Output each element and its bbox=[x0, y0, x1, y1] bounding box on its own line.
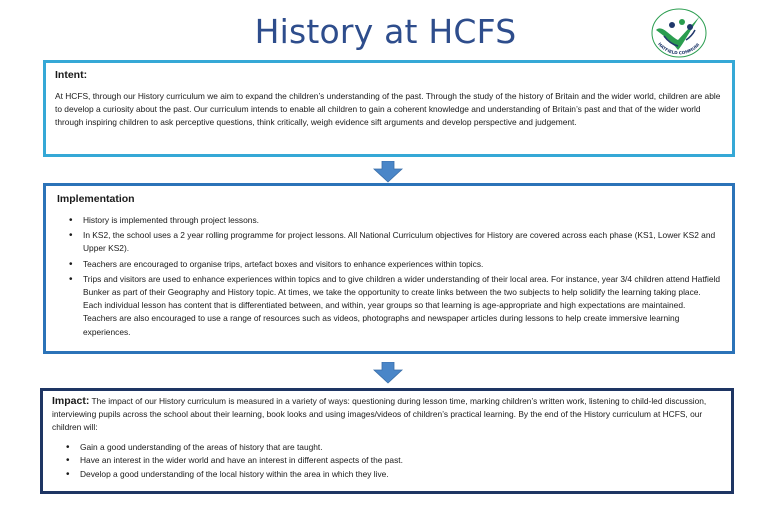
impact-section bbox=[40, 388, 734, 494]
impact-intro bbox=[52, 395, 722, 435]
list-item: • Have an interest in the wider world and have an interest in different aspects of the past. bbox=[80, 454, 722, 468]
down-arrow-icon bbox=[372, 362, 404, 384]
intent-section bbox=[43, 60, 735, 157]
svg-text:HATFIELD COMMUNITY FREE SCHOOL bbox=[648, 6, 701, 55]
implementation-heading: Implementation bbox=[57, 193, 135, 205]
list-item: • History is implemented through project lessons. bbox=[83, 214, 721, 227]
list-item: • In KS2, the school uses a 2 year rolling programme for project lessons. All National Curriculum objectives for History are covered across each phase (KS1, Lower KS2 and Upper KS2). bbox=[83, 229, 721, 255]
impact-body: The impact of our History curriculum is measured in a variety of ways: questioning during lesson time, marking children’s written work, listening to child-led discussion, interviewing pupils across the school about their learning, book looks and using images/videos of children’s practical learning. By the end of the History curriculum at HCFS, our children will: bbox=[52, 396, 707, 433]
intent-heading: Intent: bbox=[55, 69, 88, 81]
down-arrow-icon bbox=[372, 161, 404, 183]
school-logo bbox=[648, 6, 710, 64]
intent-body: At HCFS, through our History curriculum we aim to expand the children’s understanding of the past. Through the study of the history of Britain and the wider world, children are able to develop a curiosity about the past. Our curriculum intends to enable all children to gain a coherent knowledge and understanding of Britain’s past and that of the wider world through inspiring children to ask perceptive questions, think critically, weigh evidence sift arguments and develop perspective and judgement. bbox=[55, 91, 721, 128]
implementation-list bbox=[57, 214, 721, 339]
impact-heading: Impact: bbox=[52, 395, 90, 407]
list-item: • Develop a good understanding of the local history within the area in which they live. bbox=[80, 468, 722, 482]
list-item: • Trips and visitors are used to enhance experiences within topics and to give children a wider understanding of their local area. For instance, year 3/4 children attend Hatfield Bunker as part of their Geography and History topic. At times, we take the opportunity to create links between the two subjects to help solidify the learning taking place. Each individual lesson has content that is differentiated between, and within, year groups so that learning is age-appropriate and high expectations are maintained. Teachers are also encouraged to use a range of resources such as videos, photographs and newspaper articles during lessons to help create immersive learning experiences. bbox=[83, 273, 721, 339]
list-item: • Teachers are encouraged to organise trips, artefact boxes and visitors to enhance experiences within topics. bbox=[83, 258, 721, 271]
impact-list bbox=[52, 441, 722, 482]
logo-text: HATFIELD COMMUNI bbox=[657, 41, 701, 56]
list-item: • Gain a good understanding of the areas of history that are taught. bbox=[80, 441, 722, 455]
page-title: History at HCFS bbox=[254, 12, 517, 51]
implementation-section bbox=[43, 183, 735, 354]
